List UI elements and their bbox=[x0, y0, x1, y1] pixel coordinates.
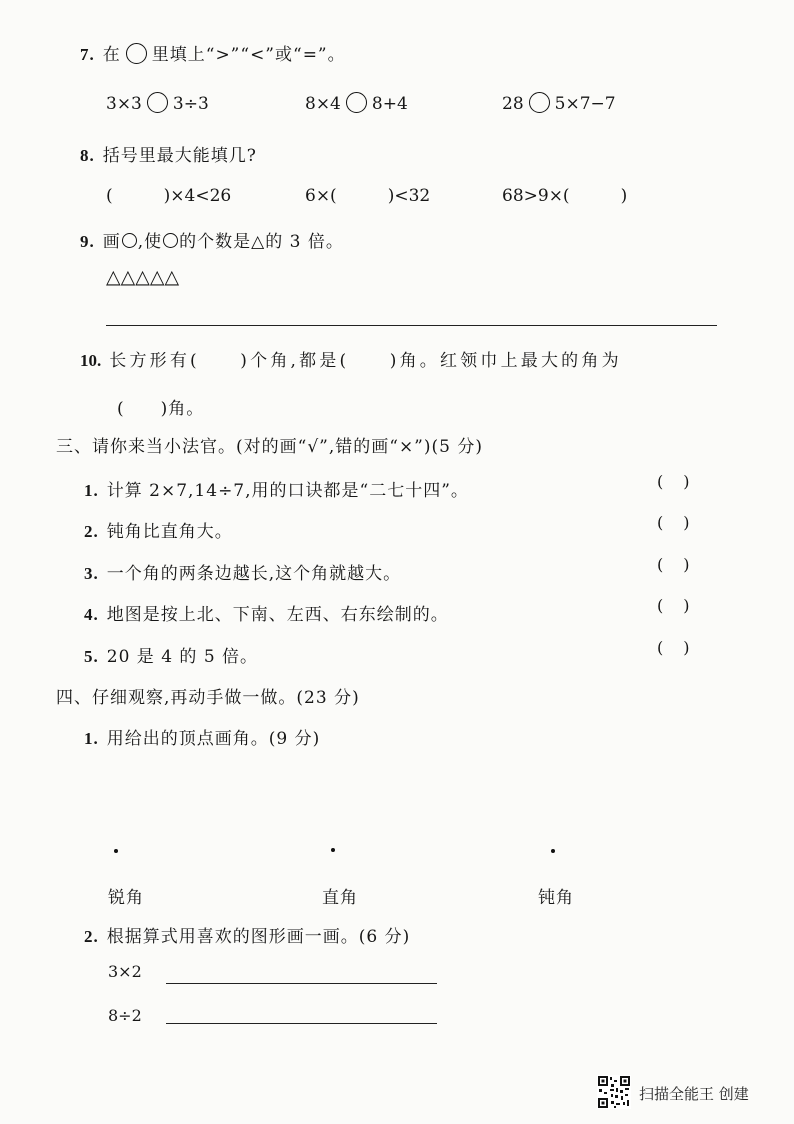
judge-item-2-number: 2. bbox=[84, 522, 99, 541]
draw-expr-1: 3×2 bbox=[108, 962, 142, 981]
judge-bracket-2[interactable]: () bbox=[657, 513, 710, 532]
q7-item-1 bbox=[106, 92, 209, 114]
judge-item-2 bbox=[84, 517, 233, 542]
s4-q2-prompt bbox=[84, 922, 410, 947]
q8-item-3[interactable]: 68>9×( ) bbox=[502, 186, 628, 206]
q9-triangles: △△△△△ bbox=[106, 266, 180, 288]
q8-item-2[interactable]: 6×( )<32 bbox=[305, 186, 431, 206]
q7-prompt bbox=[80, 40, 346, 65]
judge-item-2-text: 钝角比直角大。 bbox=[106, 522, 233, 542]
q7-item-2-right: 8+4 bbox=[371, 94, 408, 114]
judge-item-1-number: 1. bbox=[84, 481, 99, 500]
s4-q1-number: 1. bbox=[84, 729, 99, 748]
q10-line2[interactable]: ( )角。 bbox=[117, 399, 205, 419]
vertex-dot-right[interactable] bbox=[331, 848, 335, 852]
vertex-dot-obtuse[interactable] bbox=[551, 849, 555, 853]
q8-prompt bbox=[80, 141, 257, 166]
judge-bracket-4[interactable]: () bbox=[657, 596, 710, 615]
q7-item-1-left: 3×3 bbox=[106, 94, 142, 114]
judge-item-4-text: 地图是按上北、下南、左西、右东绘制的。 bbox=[106, 605, 449, 625]
s4-q2-number: 2. bbox=[84, 927, 99, 946]
q7-item-3-left: 28 bbox=[502, 94, 524, 114]
q7-item-3-right: 5×7−7 bbox=[554, 94, 616, 114]
compare-circle-blank[interactable] bbox=[147, 92, 168, 113]
judge-item-3-text: 一个角的两条边越长,这个角就越大。 bbox=[106, 564, 402, 584]
q8-number: 8. bbox=[80, 146, 95, 165]
s4-q2-text: 根据算式用喜欢的图形画一画。(6 分) bbox=[106, 927, 411, 947]
q10-line1[interactable]: 长方形有( )个角,都是( )角。红领巾上最大的角为 bbox=[109, 351, 622, 371]
judge-item-5-number: 5. bbox=[84, 647, 99, 666]
circle-icon bbox=[126, 43, 147, 64]
circle-icon bbox=[163, 233, 178, 248]
circle-icon bbox=[122, 233, 137, 248]
judge-item-3 bbox=[84, 559, 401, 584]
judge-item-5 bbox=[84, 642, 258, 667]
q9-number: 9. bbox=[80, 232, 95, 251]
compare-circle-blank[interactable] bbox=[346, 92, 367, 113]
judge-item-4-number: 4. bbox=[84, 605, 99, 624]
q9-prompt bbox=[80, 227, 344, 252]
judge-item-4 bbox=[84, 600, 449, 625]
s4-q1-text: 用给出的顶点画角。(9 分) bbox=[106, 729, 321, 749]
judge-item-1-text: 计算 2×7,14÷7,用的口诀都是“二七十四”。 bbox=[106, 481, 469, 501]
watermark-text: 扫描全能王 创建 bbox=[639, 1085, 749, 1103]
angle-label-right: 直角 bbox=[322, 888, 358, 908]
angle-label-acute: 锐角 bbox=[108, 888, 144, 908]
qr-code-icon bbox=[597, 1075, 631, 1109]
vertex-dot-acute[interactable] bbox=[114, 849, 118, 853]
q7-item-3 bbox=[502, 92, 616, 114]
section-4-title: 四、仔细观察,再动手做一做。(23 分) bbox=[56, 688, 360, 708]
q7-number: 7. bbox=[80, 45, 95, 64]
draw-answer-line-1[interactable] bbox=[166, 983, 437, 984]
compare-circle-blank[interactable] bbox=[529, 92, 550, 113]
draw-answer-line-2[interactable] bbox=[166, 1023, 437, 1024]
q8-text: 括号里最大能填几? bbox=[102, 146, 257, 166]
judge-bracket-1[interactable]: () bbox=[657, 472, 710, 491]
q9-text-pre: 画 bbox=[102, 232, 121, 252]
q7-item-1-right: 3÷3 bbox=[172, 94, 209, 114]
q7-text-post: 里填上“>”“<”或“=”。 bbox=[151, 45, 346, 65]
judge-item-5-text: 20 是 4 的 5 倍。 bbox=[106, 647, 259, 667]
judge-bracket-5[interactable]: () bbox=[657, 638, 710, 657]
q8-item-1[interactable]: ( )×4<26 bbox=[106, 186, 232, 206]
q7-item-2 bbox=[305, 92, 408, 114]
q7-item-2-left: 8×4 bbox=[305, 94, 341, 114]
q10-prompt bbox=[80, 346, 622, 371]
angle-label-obtuse: 钝角 bbox=[538, 888, 574, 908]
judge-item-1 bbox=[84, 476, 469, 501]
s4-q1-prompt bbox=[84, 724, 320, 749]
q9-text-mid1: ,使 bbox=[137, 232, 163, 252]
judge-bracket-3[interactable]: () bbox=[657, 555, 710, 574]
section-3-title: 三、请你来当小法官。(对的画“√”,错的画“×”)(5 分) bbox=[56, 437, 483, 457]
q9-text-mid2: 的个数是△的 3 倍。 bbox=[179, 232, 344, 252]
draw-expr-2: 8÷2 bbox=[108, 1006, 142, 1025]
q10-number: 10. bbox=[80, 351, 102, 370]
q9-answer-line[interactable] bbox=[106, 325, 717, 326]
judge-item-3-number: 3. bbox=[84, 564, 99, 583]
q7-text-pre: 在 bbox=[102, 45, 121, 65]
